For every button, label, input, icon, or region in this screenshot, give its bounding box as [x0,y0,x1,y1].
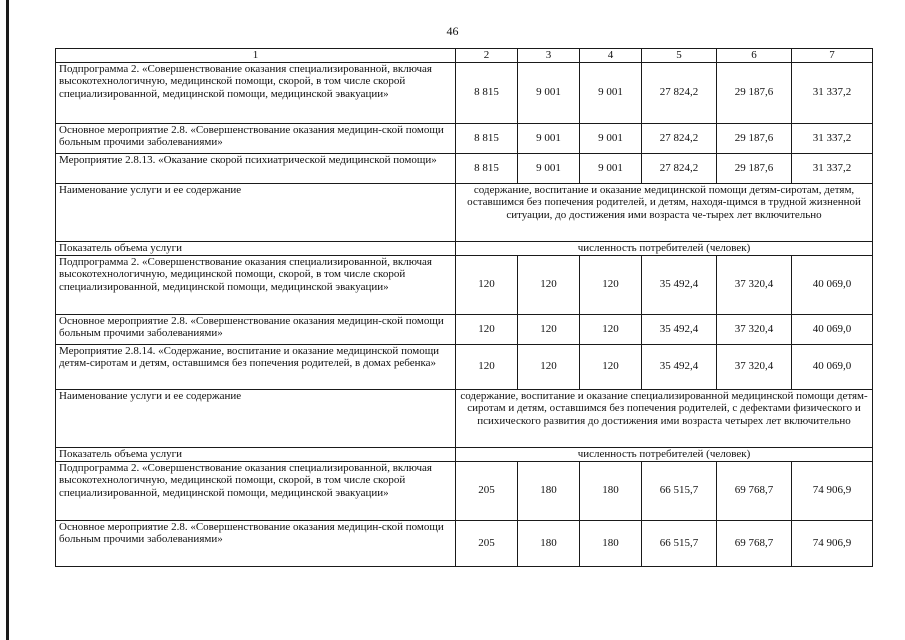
cell-value: 27 824,2 [642,62,717,123]
cell-value: 29 187,6 [717,153,792,183]
service-label: Наименование услуги и ее содержание [56,183,456,241]
service-description: содержание, воспитание и оказание медицинской помощи детям-сиротам, детям, оставшимся без попечения родителей, и детям, находя-щимся в трудной жизненной ситуации, до достижения ими возраста че-тырех лет включительно [456,183,873,241]
col-header-1: 1 [56,49,456,63]
service-label: Наименование услуги и ее содержание [56,389,456,447]
table-row [56,62,873,123]
cell-value: 31 337,2 [792,123,873,153]
cell-value: 35 492,4 [642,255,717,314]
cell-value: 74 906,9 [792,520,873,566]
header-row [56,49,873,63]
col-header-4: 4 [580,49,642,63]
budget-table [55,48,873,567]
cell-value: 120 [580,314,642,344]
cell-value: 8 815 [456,62,518,123]
col-header-3: 3 [518,49,580,63]
cell-value: 9 001 [518,62,580,123]
col-header-6: 6 [717,49,792,63]
row-name: Подпрограмма 2. «Совершенствование оказания специализированной, включая высокотехнологичную, медицинской помощи, скорой, в том числе скорой специализированной, медицинской помощи, медицинской эвакуации» [56,62,456,123]
cell-value: 35 492,4 [642,344,717,389]
row-name: Мероприятие 2.8.14. «Содержание, воспитание и оказание медицинской помощи детям-сиротам и детям, оставшимся без попечения родителей, в домах ребенка» [56,344,456,389]
table-row [56,314,873,344]
cell-value: 29 187,6 [717,123,792,153]
cell-value: 40 069,0 [792,255,873,314]
cell-value: 9 001 [518,153,580,183]
cell-value: 205 [456,520,518,566]
cell-value: 8 815 [456,123,518,153]
table-row [56,461,873,520]
cell-value: 205 [456,461,518,520]
cell-value: 180 [518,520,580,566]
table-row [56,520,873,566]
cell-value: 9 001 [518,123,580,153]
cell-value: 27 824,2 [642,123,717,153]
cell-value: 35 492,4 [642,314,717,344]
cell-value: 180 [518,461,580,520]
table-row [56,153,873,183]
volume-unit: численность потребителей (человек) [456,447,873,461]
cell-value: 66 515,7 [642,520,717,566]
cell-value: 120 [518,314,580,344]
row-name: Основное мероприятие 2.8. «Совершенствование оказания медицин-ской помощи больным прочими заболеваниями» [56,123,456,153]
cell-value: 180 [580,520,642,566]
cell-value: 120 [518,255,580,314]
row-name: Основное мероприятие 2.8. «Совершенствование оказания медицин-ской помощи больным прочими заболеваниями» [56,314,456,344]
cell-value: 120 [456,314,518,344]
cell-value: 9 001 [580,123,642,153]
row-name: Основное мероприятие 2.8. «Совершенствование оказания медицин-ской помощи больным прочими заболеваниями» [56,520,456,566]
col-header-5: 5 [642,49,717,63]
col-header-2: 2 [456,49,518,63]
cell-value: 40 069,0 [792,314,873,344]
row-name: Подпрограмма 2. «Совершенствование оказания специализированной, включая высокотехнологичную, медицинской помощи, скорой, в том числе скорой специализированной, медицинской помощи, медицинской эвакуации» [56,255,456,314]
col-header-7: 7 [792,49,873,63]
volume-row [56,447,873,461]
cell-value: 120 [518,344,580,389]
table-row [56,344,873,389]
cell-value: 74 906,9 [792,461,873,520]
volume-row [56,241,873,255]
cell-value: 40 069,0 [792,344,873,389]
volume-label: Показатель объема услуги [56,447,456,461]
volume-label: Показатель объема услуги [56,241,456,255]
cell-value: 180 [580,461,642,520]
cell-value: 27 824,2 [642,153,717,183]
table-row [56,255,873,314]
binding-rule [6,0,9,640]
cell-value: 8 815 [456,153,518,183]
service-row [56,183,873,241]
cell-value: 9 001 [580,153,642,183]
cell-value: 120 [456,255,518,314]
cell-value: 120 [456,344,518,389]
cell-value: 66 515,7 [642,461,717,520]
cell-value: 69 768,7 [717,461,792,520]
row-name: Подпрограмма 2. «Совершенствование оказания специализированной, включая высокотехнологичную, медицинской помощи, скорой, в том числе скорой специализированной, медицинской помощи, медицинской эвакуации» [56,461,456,520]
cell-value: 31 337,2 [792,62,873,123]
service-row [56,389,873,447]
cell-value: 31 337,2 [792,153,873,183]
row-name: Мероприятие 2.8.13. «Оказание скорой психиатрической медицинской помощи» [56,153,456,183]
cell-value: 37 320,4 [717,344,792,389]
cell-value: 37 320,4 [717,314,792,344]
volume-unit: численность потребителей (человек) [456,241,873,255]
cell-value: 69 768,7 [717,520,792,566]
cell-value: 120 [580,344,642,389]
page-number: 46 [446,24,459,38]
cell-value: 29 187,6 [717,62,792,123]
cell-value: 37 320,4 [717,255,792,314]
cell-value: 9 001 [580,62,642,123]
cell-value: 120 [580,255,642,314]
table-row [56,123,873,153]
service-description: содержание, воспитание и оказание специализированной медицинской помощи детям-сиротам и детям, оставшимся без попечения родителей, с дефектами физического и психического развития до достижения ими возраста четырех лет включительно [456,389,873,447]
